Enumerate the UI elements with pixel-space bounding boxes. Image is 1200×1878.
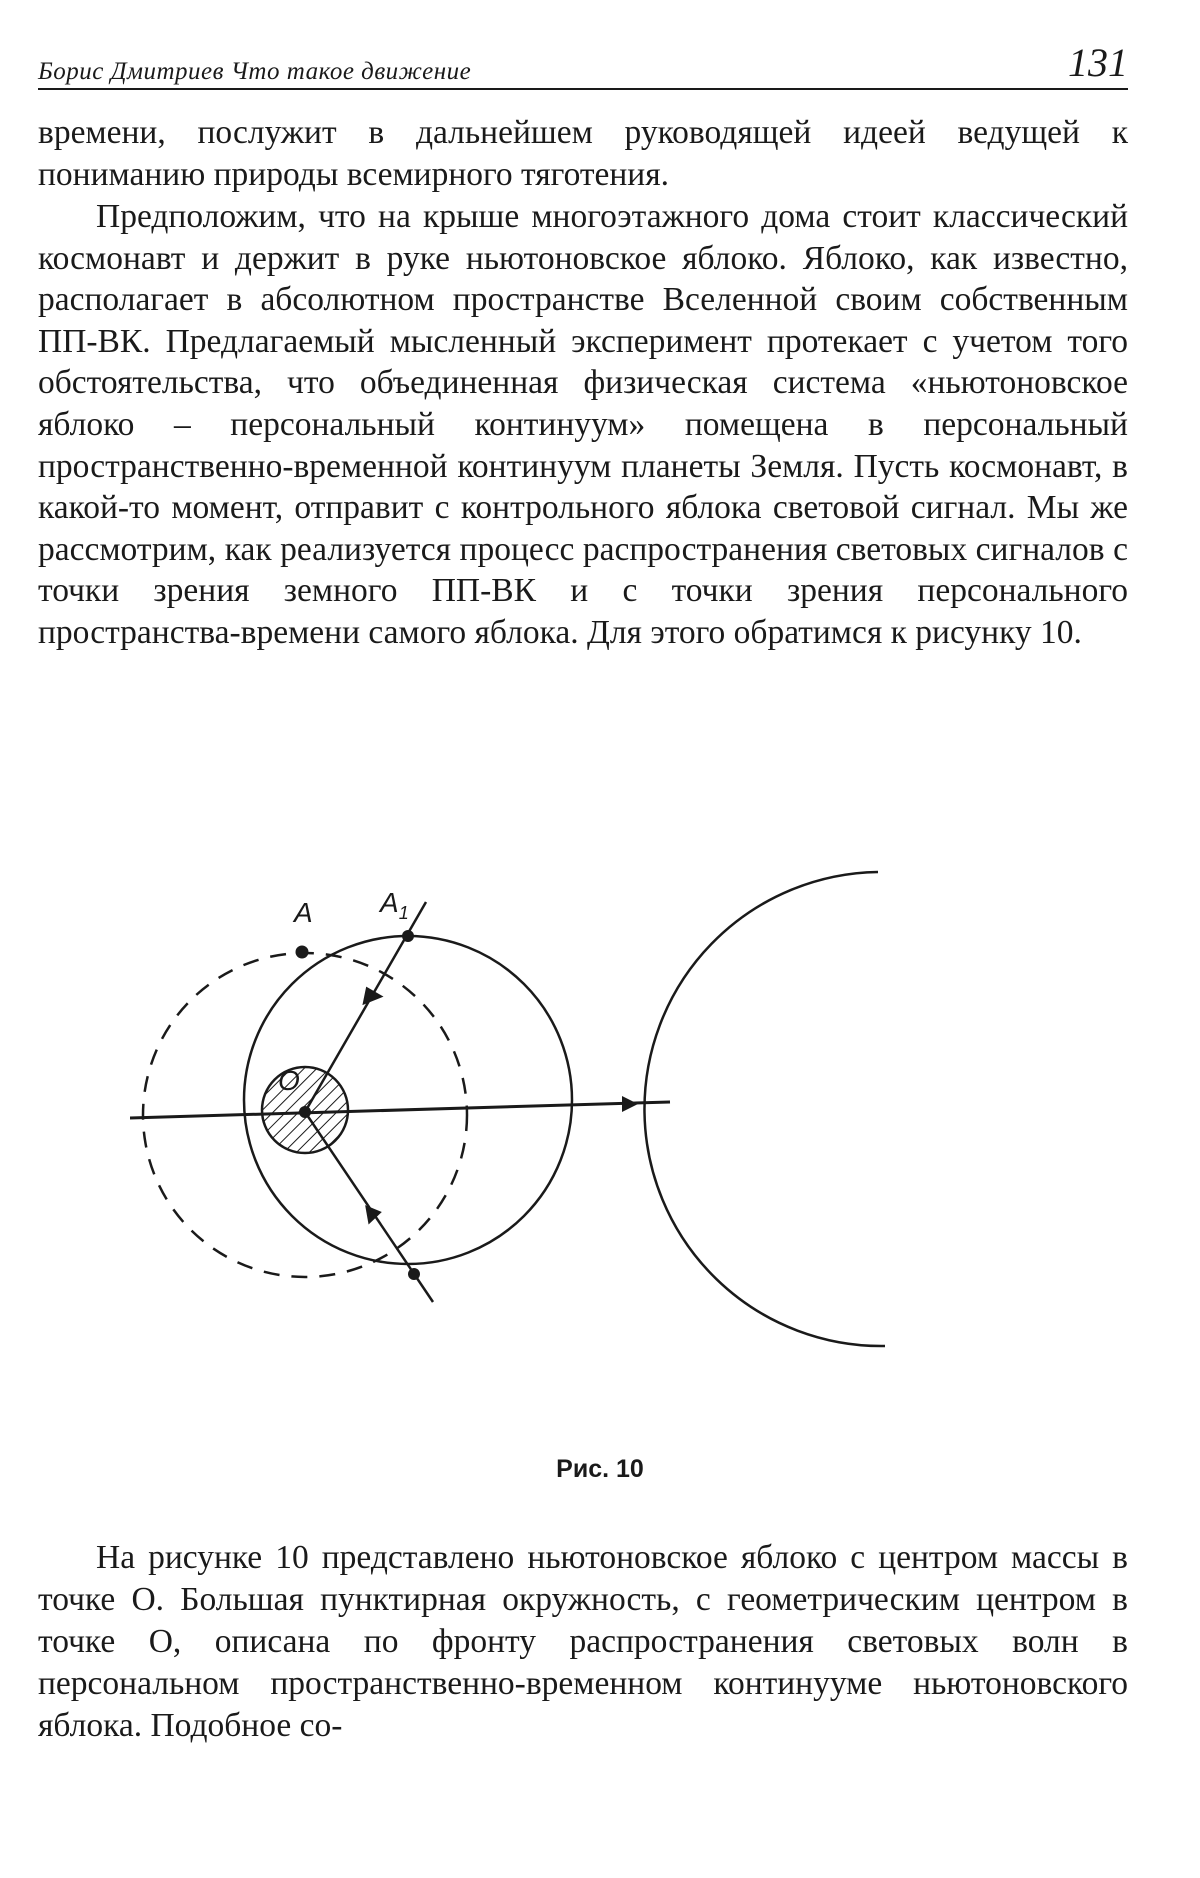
label-a: A	[294, 897, 313, 928]
axis-arrow-icon	[622, 1096, 638, 1112]
point-a1	[402, 930, 414, 942]
paragraph-continuation	[38, 112, 1128, 195]
header-author-title: Борис Дмитриев Что такое движение	[38, 58, 472, 85]
label-a1	[378, 887, 409, 923]
paragraph-description	[38, 1537, 1128, 1747]
point-a	[296, 946, 309, 959]
point-o	[299, 1106, 311, 1118]
figure-10	[130, 860, 1090, 1390]
paragraph-1-text: времени, послужит в дальнейшем руководящей идеей ведущей к пониманию природы всемирного тяготения.	[38, 114, 1128, 193]
header-rule	[38, 88, 1128, 90]
paragraph-2-text: Предположим, что на крыше многоэтажного дома стоит классический космонавт и держит в руке ньютоновское яблоко. Яблоко, как известно, располагает в абсолютном пространстве Вселенной своим собственным ПП-ВК. Предлагаемый мысленный эксперимент протекает с учетом того обстоятельства, что объединенная физическая система «ньютоновское яблоко – персональный континуум» помещена в персональный пространственно-временной континуум планеты Земля. Пусть космонавт, в какой-то момент, отправит с контрольного яблока световой сигнал. Мы же рассмотрим, как реализуется процесс распространения световых сигналов с точки зрения земного ПП-ВК и с точки зрения персонального пространства-времени самого яблока. Для этого обратимся к рисунку 10.	[38, 198, 1128, 651]
running-header	[38, 30, 1128, 90]
figure-caption: Рис. 10	[556, 1455, 644, 1483]
page-number: 131	[1068, 40, 1128, 85]
earth-arc	[644, 872, 885, 1346]
label-a1-subscript: 1	[398, 903, 409, 923]
horizontal-axis-line	[130, 1102, 670, 1118]
figure-10-diagram	[130, 860, 1090, 1390]
point-lower	[408, 1268, 420, 1280]
paragraph-experiment	[38, 196, 1128, 654]
paragraph-3-text: На рисунке 10 представлено ньютоновское яблоко с центром массы в точке O. Большая пунктирная окружность, с геометрическим центром в точке O, описана по фронту распространения световых волн в персональном пространственно-временном континууме ньютоновского яблока. Подобное со-	[38, 1539, 1128, 1744]
label-a1-letter: A	[380, 887, 399, 918]
ray-a1-arrow-icon	[357, 987, 383, 1013]
label-o: O	[278, 1065, 300, 1096]
